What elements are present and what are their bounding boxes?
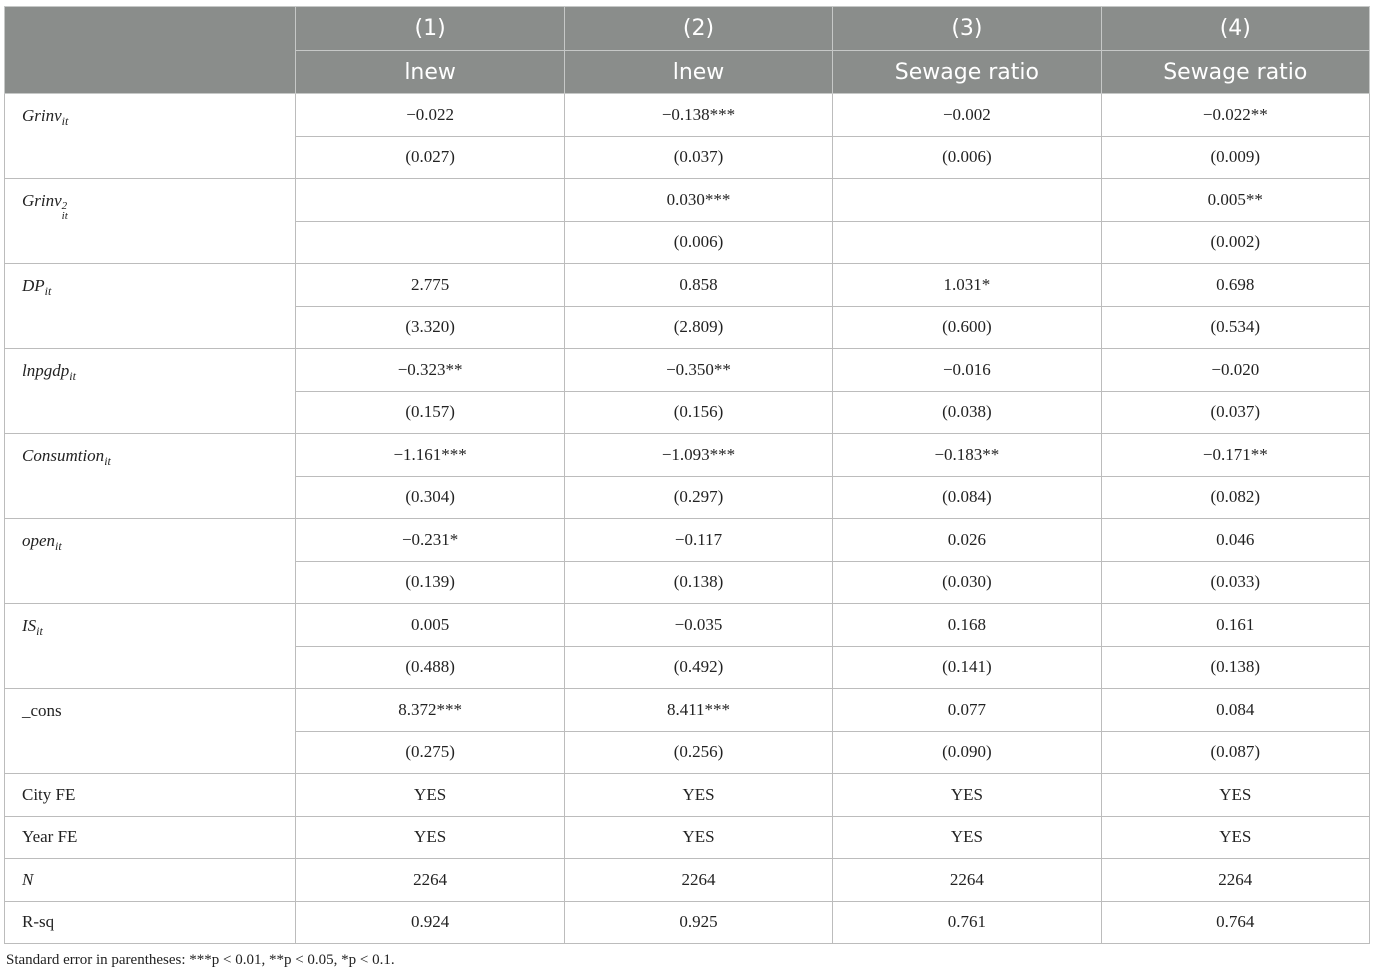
standard-error-cell: (0.027) <box>296 136 564 179</box>
standard-error-cell: (0.304) <box>296 476 564 519</box>
coefficient-cell: −0.016 <box>833 349 1101 392</box>
coefficient-cell: 1.031* <box>833 264 1101 307</box>
statistic-cell: 0.764 <box>1101 901 1369 944</box>
table-row <box>5 774 1370 817</box>
column-dependent-variable-1: lnew <box>296 51 564 94</box>
coefficient-cell: 0.005 <box>296 604 564 647</box>
coefficient-cell: 8.411*** <box>564 689 832 732</box>
statistic-cell: YES <box>564 816 832 859</box>
variable-name: Grinv <box>22 191 62 210</box>
standard-error-cell: (0.006) <box>833 136 1101 179</box>
coefficient-cell: −1.093*** <box>564 434 832 477</box>
standard-error-cell: (0.006) <box>564 221 832 264</box>
standard-error-cell: (0.157) <box>296 391 564 434</box>
column-number-3: (3) <box>833 7 1101 51</box>
statistic-cell: 0.924 <box>296 901 564 944</box>
standard-error-cell: (0.002) <box>1101 221 1369 264</box>
column-number-1: (1) <box>296 7 564 51</box>
standard-error-cell: (0.138) <box>564 561 832 604</box>
row-label: City FE <box>5 774 296 817</box>
coefficient-cell: −0.138*** <box>564 94 832 137</box>
row-label: Year FE <box>5 816 296 859</box>
statistic-cell: YES <box>564 774 832 817</box>
variable-subscript: it <box>44 284 52 298</box>
variable-name: DP <box>22 276 45 295</box>
table-row <box>5 264 1370 307</box>
statistic-cell: YES <box>833 774 1101 817</box>
variable-label <box>5 434 296 519</box>
variable-label <box>5 179 296 264</box>
table-row <box>5 859 1370 902</box>
variable-name: IS <box>22 616 37 635</box>
coefficient-cell: 0.026 <box>833 519 1101 562</box>
standard-error-cell: (0.033) <box>1101 561 1369 604</box>
standard-error-cell: (0.087) <box>1101 731 1369 774</box>
variable-label <box>5 689 296 774</box>
coefficient-cell: −0.022** <box>1101 94 1369 137</box>
standard-error-cell: (0.139) <box>296 561 564 604</box>
statistic-cell: YES <box>1101 816 1369 859</box>
table-row <box>5 349 1370 392</box>
coefficient-cell: −0.323** <box>296 349 564 392</box>
table-row <box>5 604 1370 647</box>
variable-label <box>5 519 296 604</box>
variable-label <box>5 264 296 349</box>
statistic-cell: 2264 <box>833 859 1101 902</box>
table-row <box>5 94 1370 137</box>
statistic-cell: 2264 <box>1101 859 1369 902</box>
coefficient-cell: 0.168 <box>833 604 1101 647</box>
standard-error-cell: (0.492) <box>564 646 832 689</box>
standard-error-cell: (0.037) <box>1101 391 1369 434</box>
standard-error-cell: (0.256) <box>564 731 832 774</box>
standard-error-cell: (0.009) <box>1101 136 1369 179</box>
standard-error-cell: (0.156) <box>564 391 832 434</box>
standard-error-cell: (0.037) <box>564 136 832 179</box>
standard-error-cell: (0.082) <box>1101 476 1369 519</box>
coefficient-cell: 0.161 <box>1101 604 1369 647</box>
standard-error-cell: (0.030) <box>833 561 1101 604</box>
variable-label <box>5 349 296 434</box>
variable-subscript: it <box>61 210 68 222</box>
coefficient-cell: 0.077 <box>833 689 1101 732</box>
table-row <box>5 689 1370 732</box>
coefficient-cell: −0.350** <box>564 349 832 392</box>
variable-subscript: it <box>55 539 62 553</box>
coefficient-cell: −0.022 <box>296 94 564 137</box>
regression-table <box>4 6 1370 944</box>
row-label: N <box>5 859 296 902</box>
standard-error-cell: (0.534) <box>1101 306 1369 349</box>
standard-error-cell: (0.138) <box>1101 646 1369 689</box>
coefficient-cell: −0.171** <box>1101 434 1369 477</box>
coefficient-cell: 0.084 <box>1101 689 1369 732</box>
table-body <box>5 94 1370 944</box>
coefficient-cell: 0.046 <box>1101 519 1369 562</box>
variable-subscript: it <box>104 454 111 468</box>
column-dependent-variable-2: lnew <box>564 51 832 94</box>
statistic-cell: 2264 <box>564 859 832 902</box>
standard-error-cell: (2.809) <box>564 306 832 349</box>
coefficient-cell <box>833 179 1101 222</box>
coefficient-cell: −0.183** <box>833 434 1101 477</box>
variable-label <box>5 94 296 179</box>
coefficient-cell: 0.698 <box>1101 264 1369 307</box>
table-row <box>5 519 1370 562</box>
table-row <box>5 179 1370 222</box>
variable-name: Consumtion <box>22 446 105 465</box>
statistic-cell: YES <box>833 816 1101 859</box>
column-number-4: (4) <box>1101 7 1369 51</box>
variable-subscript: it <box>36 624 43 638</box>
variable-name: lnpgdp <box>22 361 70 380</box>
table-row <box>5 816 1370 859</box>
table-row <box>5 901 1370 944</box>
statistic-cell: YES <box>296 816 564 859</box>
table-header <box>5 7 1370 94</box>
coefficient-cell <box>296 179 564 222</box>
statistic-cell: 0.925 <box>564 901 832 944</box>
coefficient-cell: −0.117 <box>564 519 832 562</box>
coefficient-cell: 2.775 <box>296 264 564 307</box>
coefficient-cell: −0.002 <box>833 94 1101 137</box>
standard-error-cell: (0.488) <box>296 646 564 689</box>
coefficient-cell: −1.161*** <box>296 434 564 477</box>
standard-error-cell <box>833 221 1101 264</box>
variable-script <box>62 201 68 221</box>
standard-error-cell: (0.038) <box>833 391 1101 434</box>
coefficient-cell: −0.231* <box>296 519 564 562</box>
variable-subscript: it <box>61 114 69 128</box>
standard-error-cell: (0.297) <box>564 476 832 519</box>
column-dependent-variable-4: Sewage ratio <box>1101 51 1369 94</box>
regression-table-container <box>4 6 1370 944</box>
coefficient-cell: 8.372*** <box>296 689 564 732</box>
variable-name: Grinv <box>22 106 62 125</box>
variable-subscript: it <box>69 369 76 383</box>
standard-error-cell: (0.275) <box>296 731 564 774</box>
row-label: R-sq <box>5 901 296 944</box>
statistic-cell: YES <box>1101 774 1369 817</box>
standard-error-cell: (0.141) <box>833 646 1101 689</box>
standard-error-cell: (0.600) <box>833 306 1101 349</box>
standard-error-cell: (3.320) <box>296 306 564 349</box>
variable-name: open <box>22 531 56 550</box>
coefficient-cell: 0.005** <box>1101 179 1369 222</box>
column-number-2: (2) <box>564 7 832 51</box>
header-corner <box>5 7 296 94</box>
standard-error-cell: (0.090) <box>833 731 1101 774</box>
coefficient-cell: −0.020 <box>1101 349 1369 392</box>
coefficient-cell: 0.858 <box>564 264 832 307</box>
statistic-cell: 0.761 <box>833 901 1101 944</box>
variable-label <box>5 604 296 689</box>
statistic-cell: YES <box>296 774 564 817</box>
table-row <box>5 434 1370 477</box>
standard-error-cell: (0.084) <box>833 476 1101 519</box>
coefficient-cell: 0.030*** <box>564 179 832 222</box>
column-dependent-variable-3: Sewage ratio <box>833 51 1101 94</box>
table-footnote: Standard error in parentheses: ***p < 0.01, **p < 0.05, *p < 0.1. <box>6 952 395 968</box>
coefficient-cell: −0.035 <box>564 604 832 647</box>
standard-error-cell <box>296 221 564 264</box>
variable-name: _cons <box>22 701 62 720</box>
variable-superscript: 2 <box>61 200 68 212</box>
statistic-cell: 2264 <box>296 859 564 902</box>
